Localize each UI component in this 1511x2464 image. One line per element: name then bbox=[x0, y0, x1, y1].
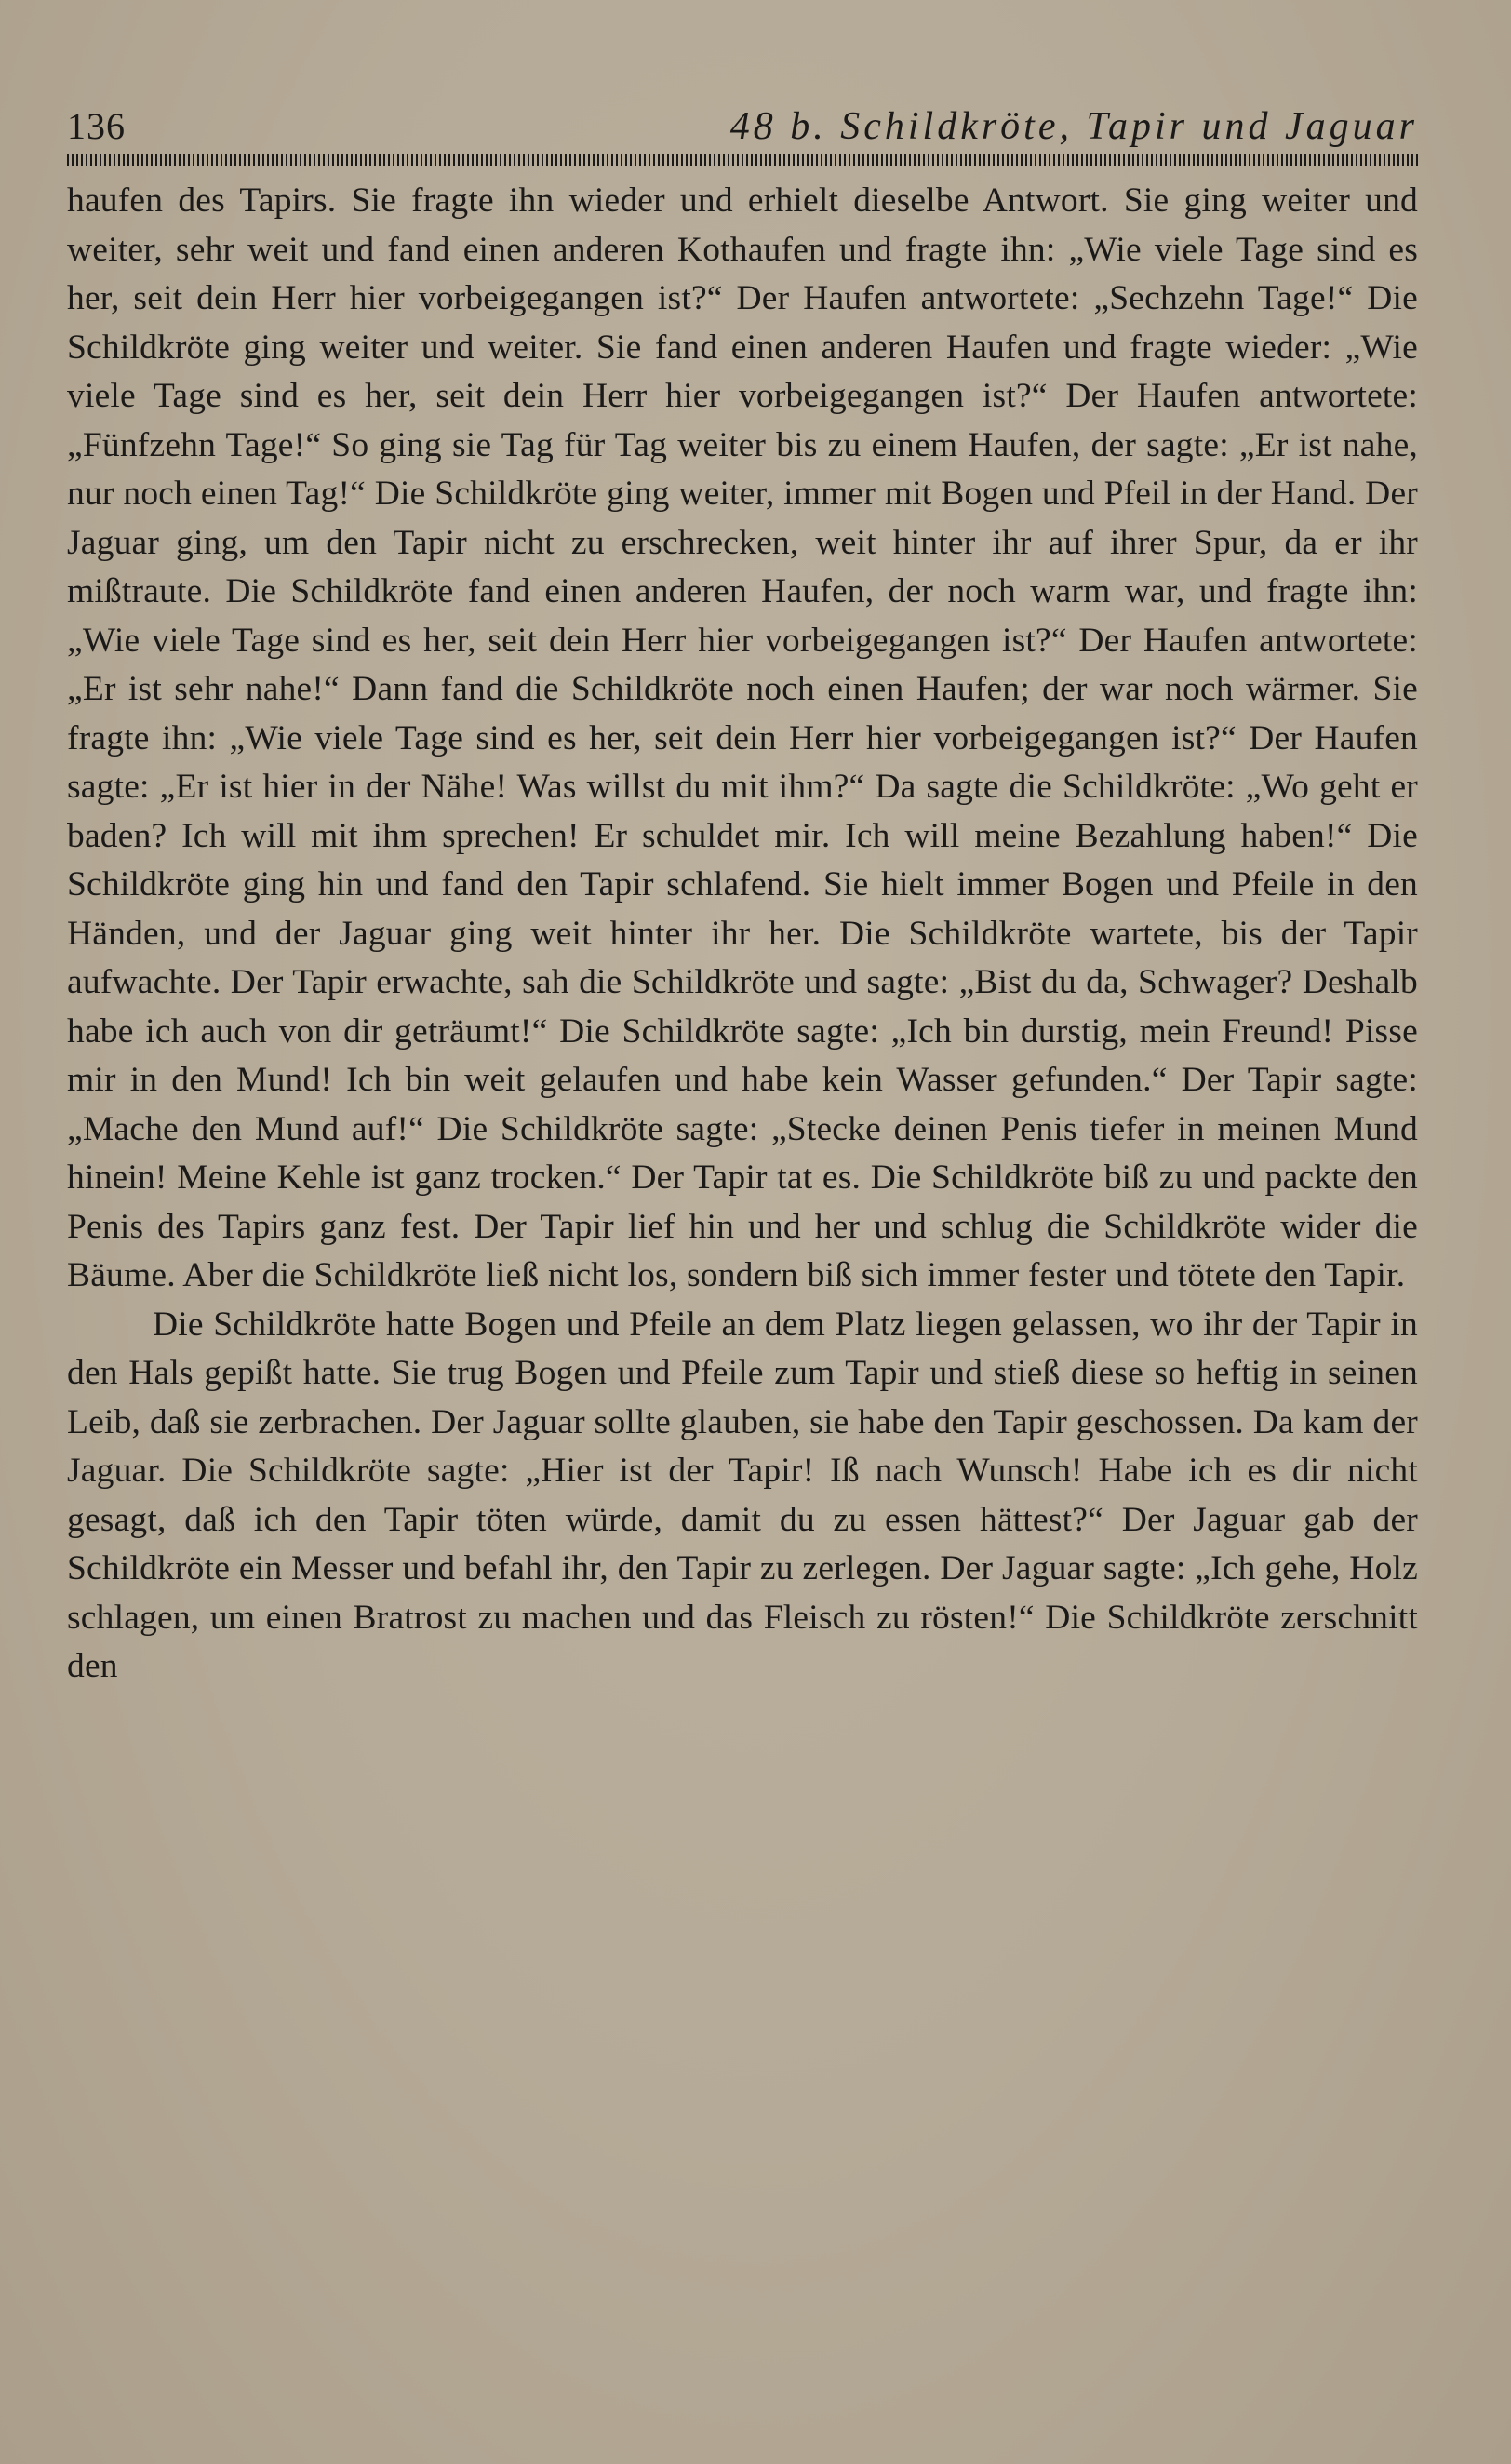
paragraph: Die Schildkröte hatte Bogen und Pfeile an dem Platz liegen gelassen, wo ihr der Tapir in den Hals gepißt hatte. Sie trug Bogen und Pfeile zum Tapir und stieß diese so heftig in seinen Leib, daß sie zerbrachen. Der Jaguar sollte glauben, sie habe den Tapir geschossen. Da kam der Jaguar. Die Schildkröte sagte: „Hier ist der Tapir! Iß nach Wunsch! Habe ich es dir nicht gesagt, daß ich den Tapir töten würde, damit du zu essen hättest?“ Der Jaguar gab der Schildkröte ein Messer und befahl ihr, den Tapir zu zerlegen. Der Jaguar sagte: „Ich gehe, Holz schlagen, um einen Bratrost zu machen und das Fleisch zu rösten!“ Die Schildkröte zerschnitt den bbox=[67, 1305, 1418, 1685]
body-text bbox=[67, 177, 1418, 1692]
paragraph: haufen des Tapirs. Sie fragte ihn wieder und erhielt dieselbe Antwort. Sie ging weiter und weiter, sehr weit und fand einen anderen Kothaufen und fragte ihn: „Wie viele Tage sind es her, seit dein Herr hier vorbeigegangen ist?“ Der Haufen antwortete: „Sechzehn Tage!“ Die Schildkröte ging weiter und weiter. Sie fand einen anderen Haufen und fragte wieder: „Wie viele Tage sind es her, seit dein Herr hier vorbeigegangen ist?“ Der Haufen antwortete: „Fünfzehn Tage!“ So ging sie Tag für Tag weiter bis zu einem Haufen, der sagte: „Er ist nahe, nur noch einen Tag!“ Die Schildkröte ging weiter, immer mit Bogen und Pfeil in der Hand. Der Jaguar ging, um den Tapir nicht zu erschrecken, weit hinter ihr auf ihrer Spur, da er ihr mißtraute. Die Schildkröte fand einen anderen Haufen, der noch warm war, und fragte ihn: „Wie viele Tage sind es her, seit dein Herr hier vorbeigegangen ist?“ Der Haufen antwortete: „Er ist sehr nahe!“ Dann fand die Schildkröte noch einen Haufen; der war noch wärmer. Sie fragte ihn: „Wie viele Tage sind es her, seit dein Herr hier vorbeigegangen ist?“ Der Haufen sagte: „Er ist hier in der Nähe! Was willst du mit ihm?“ Da sagte die Schildkröte: „Wo geht er baden? Ich will mit ihm sprechen! Er schuldet mir. Ich will meine Bezahlung haben!“ Die Schildkröte ging hin und fand den Tapir schlafend. Sie hielt immer Bogen und Pfeile in den Händen, und der Jaguar ging weit hinter ihr her. Die Schildkröte wartete, bis der Tapir aufwachte. Der Tapir erwachte, sah die Schildkröte und sagte: „Bist du da, Schwager? Deshalb habe ich auch von dir geträumt!“ Die Schildkröte sagte: „Ich bin durstig, mein Freund! Pisse mir in den Mund! Ich bin weit gelaufen und habe kein Wasser gefunden.“ Der Tapir sagte: „Mache den Mund auf!“ Die Schildkröte sagte: „Stecke deinen Penis tiefer in meinen Mund hinein! Meine Kehle ist ganz trocken.“ Der Tapir tat es. Die Schildkröte biß zu und packte den Penis des Tapirs ganz fest. Der Tapir lief hin und her und schlug die Schildkröte wider die Bäume. Aber die Schildkröte ließ nicht los, sondern biß sich immer fester und tötete den Tapir. bbox=[67, 181, 1418, 1294]
running-title: 48 b. Schildkröte, Tapir und Jaguar bbox=[729, 105, 1418, 148]
page-header bbox=[67, 104, 1418, 156]
header-rule bbox=[67, 154, 1418, 166]
page-number: 136 bbox=[67, 105, 126, 147]
